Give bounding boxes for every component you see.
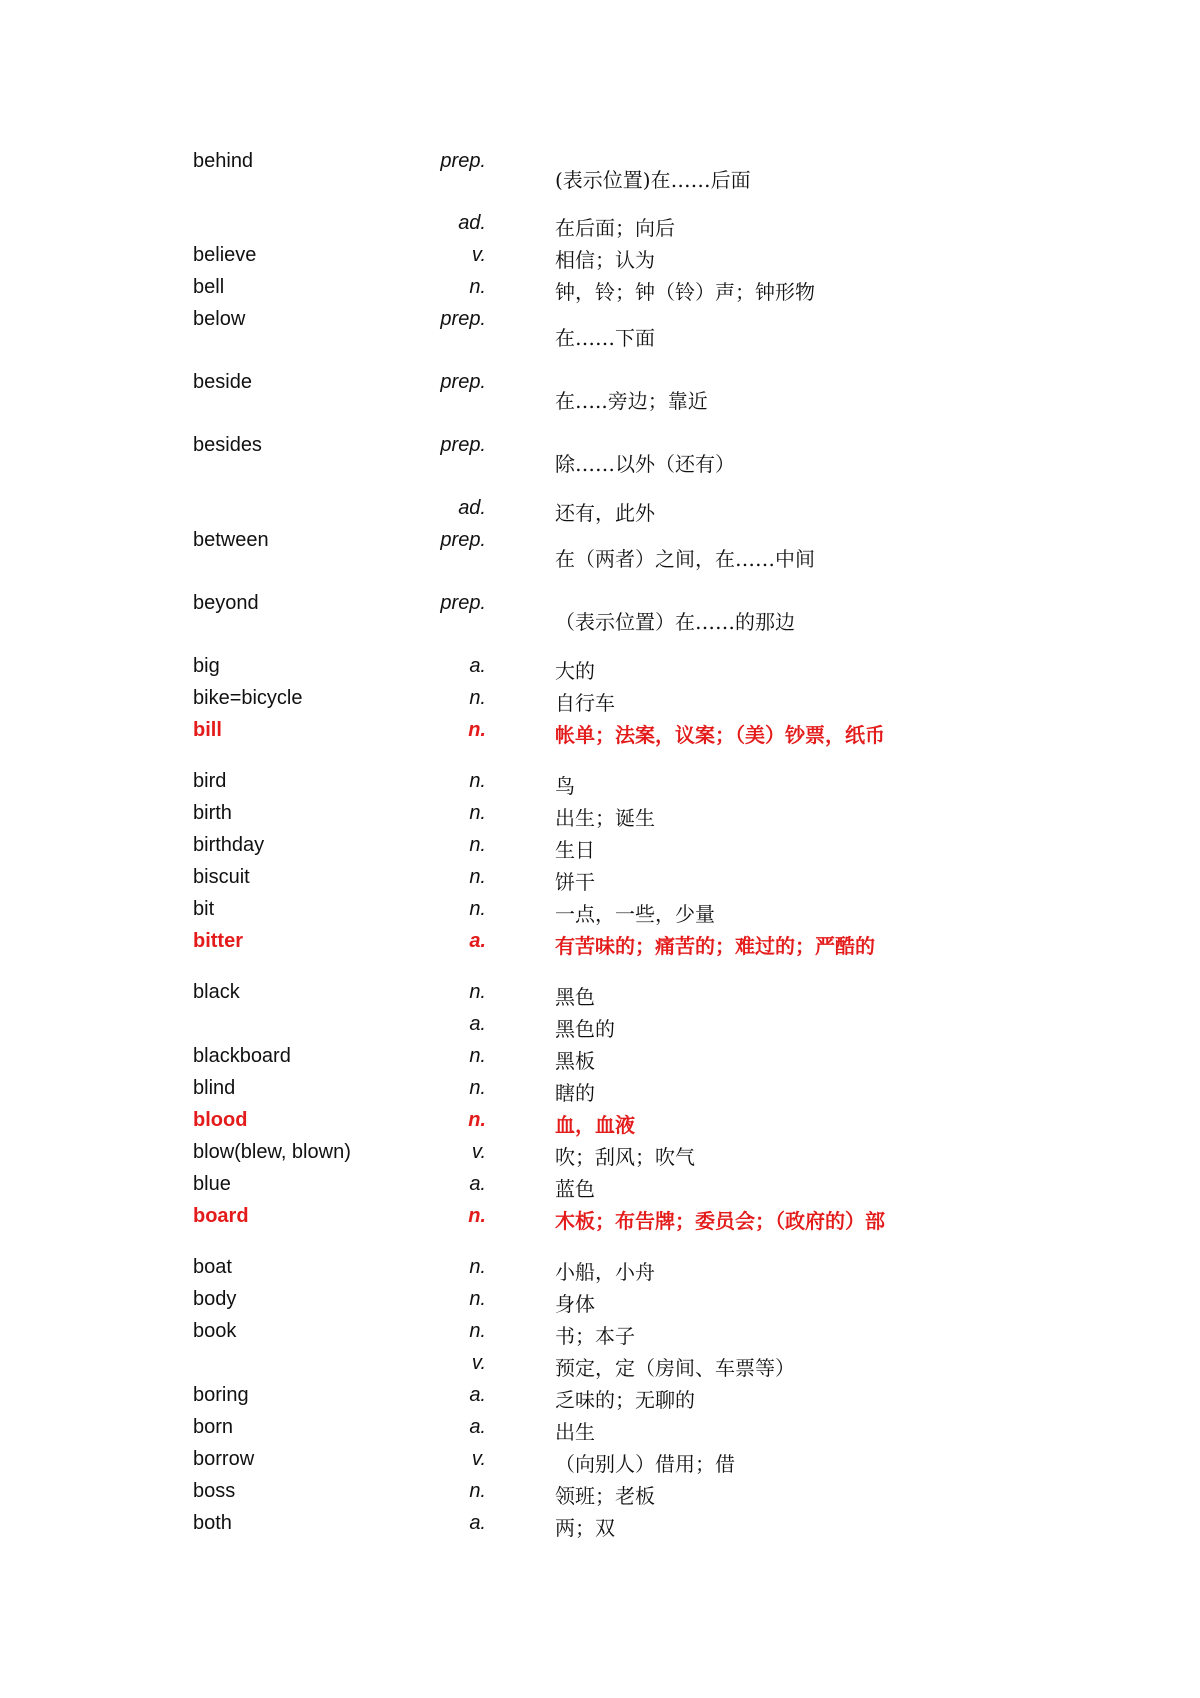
vocab-entry: [0, 497, 1200, 529]
vocab-entry: [0, 1480, 1200, 1512]
vocab-entry: [0, 150, 1200, 192]
entry-word: board: [193, 1205, 249, 1227]
vocab-entry: [0, 687, 1200, 719]
vocab-entry: [0, 898, 1200, 930]
entry-part-of-speech: n.: [469, 802, 486, 824]
entry-word: believe: [193, 244, 257, 266]
entry-word: below: [193, 308, 246, 330]
entry-definition: 在…..旁边；靠近: [555, 389, 708, 413]
entry-word: behind: [193, 150, 254, 172]
vocab-entry: [0, 371, 1200, 413]
entry-definition: （向别人）借用；借: [555, 1452, 735, 1476]
entry-definition: 黑色的: [555, 1017, 615, 1041]
entry-definition: 黑板: [555, 1049, 595, 1073]
entry-word: borrow: [193, 1448, 255, 1470]
entry-definition: 生日: [555, 838, 595, 862]
entry-definition: 身体: [555, 1292, 595, 1316]
vocab-entry: [0, 1109, 1200, 1141]
entry-word: beyond: [193, 592, 259, 614]
entry-part-of-speech: v.: [471, 1448, 486, 1470]
entry-word: boss: [193, 1480, 236, 1502]
entry-part-of-speech: prep.: [440, 592, 486, 614]
entry-word: black: [193, 981, 240, 1003]
entry-part-of-speech: a.: [469, 655, 486, 677]
entry-word: book: [193, 1320, 237, 1342]
vocab-entry: [0, 1352, 1200, 1384]
entry-word: bit: [193, 898, 215, 920]
vocab-entry: [0, 981, 1200, 1013]
entry-part-of-speech: n.: [469, 866, 486, 888]
entry-definition: 小船，小舟: [555, 1260, 655, 1284]
entry-definition: 大的: [555, 659, 595, 683]
entry-part-of-speech: n.: [469, 834, 486, 856]
entry-word: born: [193, 1416, 234, 1438]
entry-part-of-speech: prep.: [440, 434, 486, 456]
entry-part-of-speech: n.: [468, 1205, 486, 1227]
entry-definition: 黑色: [555, 985, 595, 1009]
entry-word: birthday: [193, 834, 265, 856]
vocab-entry: [0, 1077, 1200, 1109]
entry-part-of-speech: prep.: [440, 371, 486, 393]
entry-part-of-speech: n.: [468, 719, 486, 741]
entry-word: blackboard: [193, 1045, 291, 1067]
entry-word: blood: [193, 1109, 248, 1131]
entry-part-of-speech: n.: [469, 687, 486, 709]
entry-definition: 相信；认为: [555, 248, 655, 272]
vocab-entry: [0, 1013, 1200, 1045]
entry-definition: 蓝色: [555, 1177, 595, 1201]
entry-definition: 血，血液: [555, 1113, 635, 1137]
entry-definition: 在后面；向后: [555, 216, 675, 240]
vocab-entry: [0, 212, 1200, 244]
entry-definition: （表示位置）在……的那边: [555, 610, 795, 634]
entry-definition: 吹；刮风；吹气: [555, 1145, 695, 1169]
vocab-entry: [0, 1141, 1200, 1173]
entry-definition: 还有，此外: [555, 501, 655, 525]
entry-part-of-speech: n.: [468, 1109, 486, 1131]
vocab-entry: [0, 802, 1200, 834]
entry-part-of-speech: a.: [469, 930, 486, 952]
entry-definition: 乏味的；无聊的: [555, 1388, 695, 1412]
vocab-entry: [0, 866, 1200, 898]
entry-definition: 有苦味的；痛苦的；难过的；严酷的: [555, 934, 875, 958]
entry-word: birth: [193, 802, 232, 824]
entry-definition: 领班；老板: [555, 1484, 655, 1508]
entry-definition: 书；本子: [555, 1324, 635, 1348]
entry-word: biscuit: [193, 866, 250, 888]
vocab-entry: [0, 1384, 1200, 1416]
entry-part-of-speech: n.: [469, 1480, 486, 1502]
entry-part-of-speech: v.: [471, 244, 486, 266]
entry-part-of-speech: a.: [469, 1013, 486, 1035]
entry-part-of-speech: a.: [469, 1384, 486, 1406]
entry-part-of-speech: v.: [471, 1352, 486, 1374]
entry-word: besides: [193, 434, 262, 456]
entry-part-of-speech: n.: [469, 1256, 486, 1278]
entry-definition: 一点，一些，少量: [555, 902, 715, 926]
entry-word: blind: [193, 1077, 236, 1099]
entry-part-of-speech: n.: [469, 981, 486, 1003]
entry-definition: 预定，定（房间、车票等）: [555, 1356, 795, 1380]
entry-definition: 在（两者）之间，在……中间: [555, 547, 815, 571]
entry-word: blow(blew, blown): [193, 1141, 351, 1163]
entry-definition: 自行车: [555, 691, 615, 715]
vocab-entry: [0, 770, 1200, 802]
entry-part-of-speech: n.: [469, 898, 486, 920]
entry-word: big: [193, 655, 220, 677]
vocab-entry: [0, 1512, 1200, 1544]
entry-word: bell: [193, 276, 225, 298]
vocab-entry: [0, 529, 1200, 571]
vocab-entry: [0, 1173, 1200, 1205]
entry-part-of-speech: n.: [469, 276, 486, 298]
vocab-entry: [0, 834, 1200, 866]
entry-definition: (表示位置)在……后面: [555, 168, 751, 192]
vocab-entry: [0, 244, 1200, 276]
vocab-entry: [0, 308, 1200, 350]
vocab-entry: [0, 1320, 1200, 1352]
vocab-entry: [0, 655, 1200, 687]
entry-part-of-speech: prep.: [440, 150, 486, 172]
vocab-entry: [0, 1448, 1200, 1480]
entry-definition: 两；双: [555, 1516, 615, 1540]
entry-definition: 除……以外（还有）: [555, 452, 735, 476]
entry-word: bird: [193, 770, 227, 792]
entry-word: boring: [193, 1384, 249, 1406]
entry-part-of-speech: a.: [469, 1416, 486, 1438]
entry-part-of-speech: a.: [469, 1173, 486, 1195]
entry-part-of-speech: ad.: [458, 212, 486, 234]
entry-definition: 帐单；法案，议案；（美）钞票，纸币: [555, 723, 885, 747]
vocab-entry: [0, 434, 1200, 476]
vocab-entry: [0, 719, 1200, 751]
entry-part-of-speech: v.: [471, 1141, 486, 1163]
entry-word: body: [193, 1288, 237, 1310]
entry-word: boat: [193, 1256, 232, 1278]
vocab-entry: [0, 276, 1200, 308]
entry-word: bitter: [193, 930, 243, 952]
entry-definition: 鸟: [555, 774, 575, 798]
entry-definition: 饼干: [555, 870, 595, 894]
entry-part-of-speech: n.: [469, 1288, 486, 1310]
entry-word: bike=bicycle: [193, 687, 303, 709]
vocab-entry: [0, 1205, 1200, 1237]
entry-part-of-speech: a.: [469, 1512, 486, 1534]
entry-definition: 出生；诞生: [555, 806, 655, 830]
vocab-entry: [0, 930, 1200, 962]
entry-part-of-speech: n.: [469, 1320, 486, 1342]
entry-part-of-speech: n.: [469, 1045, 486, 1067]
entry-definition: 瞎的: [555, 1081, 595, 1105]
vocab-entry: [0, 1416, 1200, 1448]
entry-part-of-speech: n.: [469, 770, 486, 792]
entry-word: blue: [193, 1173, 231, 1195]
entry-definition: 木板；布告牌；委员会；（政府的）部: [555, 1209, 885, 1233]
vocab-entry: [0, 1045, 1200, 1077]
entry-word: bill: [193, 719, 222, 741]
entry-definition: 在……下面: [555, 326, 655, 350]
entry-part-of-speech: ad.: [458, 497, 486, 519]
entry-word: both: [193, 1512, 232, 1534]
entry-definition: 钟，铃；钟（铃）声；钟形物: [555, 280, 815, 304]
entry-part-of-speech: prep.: [440, 529, 486, 551]
entry-definition: 出生: [555, 1420, 595, 1444]
entry-word: between: [193, 529, 269, 551]
entry-part-of-speech: n.: [469, 1077, 486, 1099]
vocab-entry: [0, 1256, 1200, 1288]
entry-part-of-speech: prep.: [440, 308, 486, 330]
vocab-entry: [0, 1288, 1200, 1320]
vocab-entry: [0, 592, 1200, 634]
entry-word: beside: [193, 371, 252, 393]
